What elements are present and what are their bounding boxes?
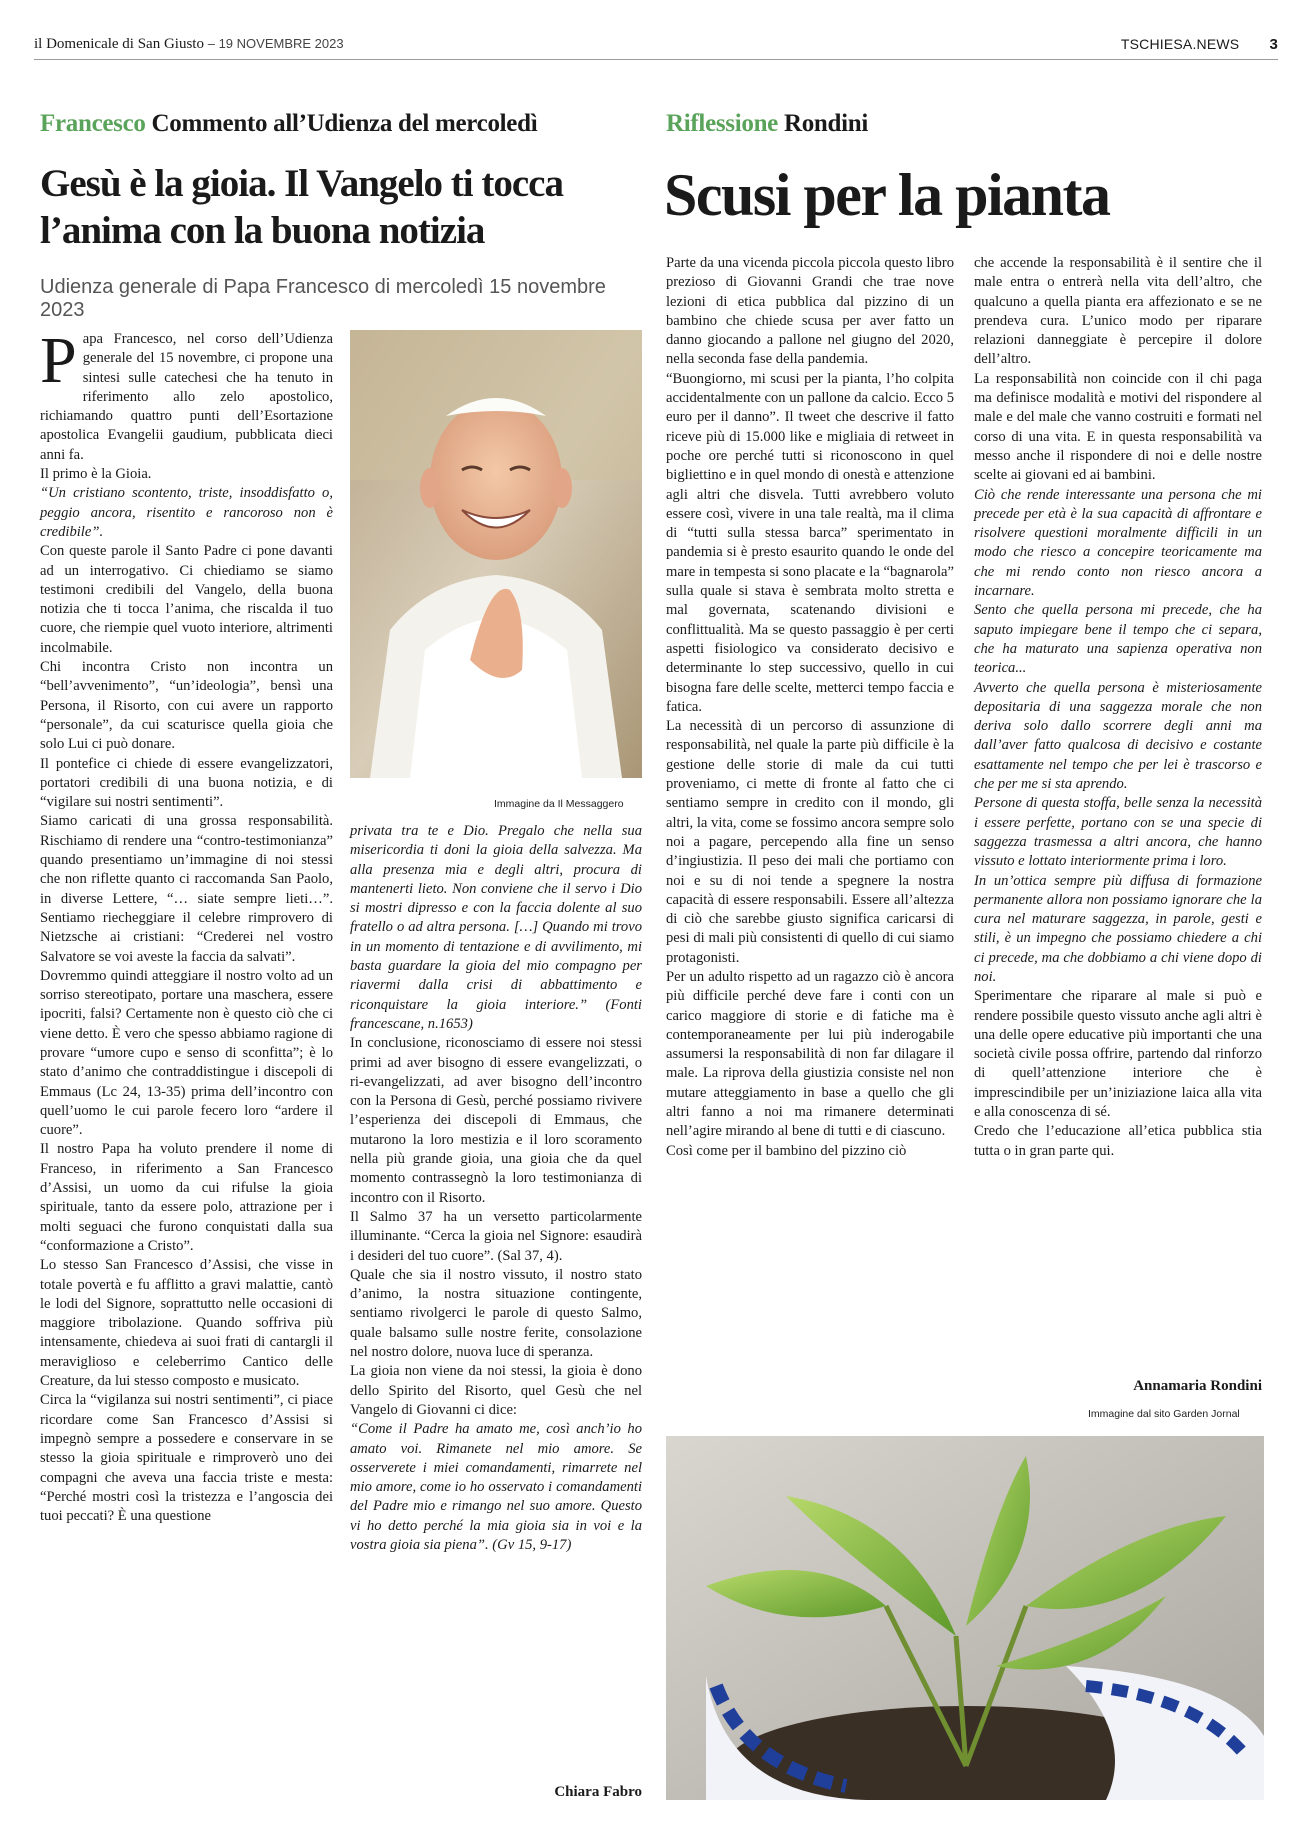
section-title-left <box>40 110 537 138</box>
paragraph: Persone di questa stoffa, belle senza la necessità i essere perfette, portano con se una specie di saggezza trasmessa a altri ancora, che hanno vissuto e lottato interiormente prima i loro. <box>974 795 1262 870</box>
header-left <box>34 36 344 53</box>
header-right <box>1121 36 1278 53</box>
drop-cap: P <box>40 324 77 397</box>
paragraph: Parte da una vicenda piccola piccola questo libro prezioso di Giovanni Grandi che trae nove lezioni di etica pubblica dal pizzino di un bambino che chiede scusa per aver fatto un danno giocando a pallone nel giugno del 2020, nella seconda fase della pandemia. <box>666 255 954 368</box>
paragraph: Circa la “vigilanza sui nostri sentimenti”, ci piace ricordare come San Francesco d’Assisi si impegnò sempre a possedere e conservare in se stesso la gioia spirituale e rimproverò uno dei compagni che aveva una faccia triste e mesta: “Perché mostri così la tristezza e l’angoscia dei tuoi peccati? È una questione <box>40 1392 333 1525</box>
article-left-column-2 <box>350 822 642 1555</box>
paragraph: La gioia non viene da noi stessi, la gioia è dono dello Spirito del Risorto, quel Gesù che nel Vangelo di Giovanni ci dice: <box>350 1363 642 1418</box>
paragraph: Siamo caricati di una grossa responsabilità. Rischiamo di rendere una “contro-testimonianza” quando presentiamo un’immagine di noi stessi che non riflette quanto ci raccomanda San Paolo, in diverse Lettere, “… siate sempre lieti…”. Sentiamo riecheggiare il celebre rimprovero di Nietzsche ai cristiani: “Crederei nel vostro Salvatore se voi aveste la faccia da salvati”. <box>40 813 333 965</box>
paragraph: Sperimentare che riparare al male si può e rendere possibile questo vissuto anche agli altri è una delle opere educative più importanti che una società civile possa offrire, partendo dal rinforzo di quell’attenzione interiore che è imprescindibile per un’iniziazione laica alla vita e alla conoscenza di sé. <box>974 988 1262 1121</box>
section-title-right <box>666 110 868 138</box>
paragraph: In conclusione, riconosciamo di essere noi stessi primi ad aver bisogno di essere evangelizzati, o ri-evangelizzati, ad aver bisogno dell’incontro con la Persona di Gesù, perché possiamo rivivere l’esperienza dei discepoli di Emmaus, che mutarono la loro mestizia e il loro scoramento nella più grande gioia, una gioia che da quel momento contrassegnò la loro testimonianza di incontro con il Risorto. <box>350 1035 642 1206</box>
quote-paragraph: “Come il Padre ha amato me, così anch’io ho amato voi. Rimanete nel mio amore. Se osserverete i miei comandamenti, rimarrete nel mio amore, come io ho osservato i comandamenti del Padre mio e rimango nel suo amore. Questo vi ho detto perché la mia gioia sia in voi e la vostra gioia sia piena”. (Gv 15, 9-17) <box>350 1421 642 1553</box>
paper-name: il Domenicale di San Giusto <box>34 36 204 52</box>
paragraph: “Buongiorno, mi scusi per la pianta, l’ho colpita accidentalmente con un pallone da calcio. Ecco 5 euro per il danno”. Il tweet che descrive il fatto riceve più di 15.000 like e migliaia di retweet in poche ore perché tutti si riconoscono in quel bigliettino e in quel mondo di onestà e attenzione agli altri che disvela. Tutti avrebbero voluto essere così, vivere in una tale realtà, ma il clima di “tutti sulla stessa barca” sperimentato in pandemia si è presto esaurito quando le onde del mare in tempesta si sono placate e la “bagnarola” sulla quale si stava è sembrata molto stretta e mal governata, scatenando divisioni e conflittualità. Ma se questo passaggio è per certi aspetti fisiologico va considerato decisivo e determinante lo step successivo, quello in cui bisogna fare delle scelte, metterci tempo faccia e fatica. <box>666 370 954 715</box>
page-header <box>34 36 1278 60</box>
paragraph: In un’ottica sempre più diffusa di formazione permanente allora non possiamo ignorare che la cura nel maturare saggezza, in parole, gesti e stili, è un impegno che possiamo chiedere a chi ci precede, ma che dobbiamo a chi viene dopo di noi. <box>974 872 1262 985</box>
article-right-column-2 <box>974 254 1262 1161</box>
issue-date: – 19 NOVEMBRE 2023 <box>207 36 344 51</box>
section-kicker-left: Francesco <box>40 110 146 137</box>
pope-illustration <box>350 330 642 778</box>
article-left-column-1 <box>40 324 333 1526</box>
paragraph: La necessità di un percorso di assunzione di responsabilità, nel quale la parte più difficile è la gestione delle storie di male da cui tutti proveniamo, ci mette di fronte al fatto che ci sentiamo sempre in credito con il mondo, gli altri, la vita, come se fossimo ancora sempre solo noi a pagare, percependo alla fine un senso d’ingiustizia. Il peso dei mali che portiamo con noi e su di noi tende a spegnere la nostra capacità di essere responsabili. Essere all’altezza di ciò che sarebbe giusto significa caricarsi di pesi di mali più consistenti di quello di cui siamo protagonisti. <box>666 718 954 966</box>
image-caption-plant: Immagine dal sito Garden Jornal <box>1088 1408 1240 1420</box>
plant-photo <box>666 1436 1264 1800</box>
paragraph: Il Salmo 37 ha un versetto particolarmente illuminante. “Cerca la gioia nel Signore: esaudirà i desideri del tuo cuore”. (Sal 37, 4). <box>350 1208 642 1264</box>
pope-photo <box>350 330 642 778</box>
section-kicker-right: Riflessione <box>666 110 778 137</box>
paragraph: Chi incontra Cristo non incontra un “bell’avvenimento”, “un’ideologia”, bensì una Persona, il Risorto, con cui avere un rapporto “personale”, da cui scaturisce quella gioia che solo Lui ci può donare. <box>40 659 333 753</box>
site-name[interactable]: TSCHIESA.NEWS <box>1120 36 1240 52</box>
section-subtitle-left: Commento all’Udienza del mercoledì <box>151 110 538 137</box>
quote-paragraph: “Un cristiano scontento, triste, insoddisfatto o, peggio ancora, risentito e rancoroso non è credibile”. <box>40 485 333 540</box>
paragraph: che accende la responsabilità è il sentire che il male entra o entrerà nella vita dell’altro, che qualcuno a quella pianta era affezionato e se ne prendeva cura. L’unico modo per riparare relazioni danneggiate è percepire il dolore dell’altro. <box>974 255 1262 368</box>
paragraph: Così come per il bambino del pizzino ciò <box>666 1142 907 1159</box>
article-right-column-1 <box>666 254 954 1161</box>
image-caption-pope: Immagine da Il Messaggero <box>494 798 624 810</box>
paragraph: Per un adulto rispetto ad un ragazzo ciò è ancora più difficile perché deve fare i conti con un carico maggiore di storie e di fatiche ma è contemporaneamente per lui più inderogabile assumersi la responsabilità di non far dilagare il male. La riprova della giustizia consiste nel non mutare atteggiamento in base a quello che gli altri fanno a noi ma rimanere determinati nell’agire mirando al bene di tutti e di ciascuno. <box>666 968 954 1140</box>
paragraph: Quale che sia il nostro vissuto, il nostro stato d’animo, la nostra situazione contingente, sentiamo rivolgerci le parole di questo Salmo, quale balsamo sulle nostre ferite, consolazione nel nostro dolore, nuova luce di speranza. <box>350 1266 642 1361</box>
headline-right: Scusi per la pianta <box>664 162 1110 228</box>
paragraph: Con queste parole il Santo Padre ci pone davanti ad un interrogativo. Ci chiediamo se siamo testimoni credibili del Vangelo, della buona notizia che ti tocca l’anima, che riscalda il tuo cuore, che riempie quel vuoto interiore, altrimenti incolmabile. <box>40 543 333 656</box>
paragraph: Ciò che rende interessante una persona che mi precede per età è la sua capacità di affrontare e risolvere questioni moralmente difficili in un modo che riesco a concepire teoricamente ma che mi rendo conto non riesco ancora a incarnare. <box>974 486 1262 600</box>
paragraph: Il pontefice ci chiede di essere evangelizzatori, portatori credibili di una buona notizia, e di “vigilare sui nostri sentimenti”. <box>40 755 333 811</box>
section-subtitle-right: Rondini <box>783 110 868 137</box>
quote-paragraph: privata tra te e Dio. Pregalo che nella sua misericordia ti doni la gioia della salvezza. Ma alla presenza mia e degli altri, procura di mantenerti lieto. Non conviene che il servo i Dio si mostri dipresso e con la faccia dolente al suo fratello o ad altra persona. […] Quando mi trovo in un momento di tentazione e di avvilimento, mi basta guardare la gioia del mio compagno per riavermi dalla crisi di abbattimento e riconquistare la gioia interiore.” (Fonti francescane, n.1653) <box>350 823 642 1032</box>
paragraph: Papa Francesco, nel corso dell’Udienza generale del 15 novembre, ci propone una sintesi sulle catechesi che ha tenuto in riferimento allo zelo apostolico, richiamando quattro punti dell’Esortazione apostolica Evangelii gaudium, pubblicata dieci anni fa. <box>40 324 333 463</box>
paragraph: Credo che l’educazione all’etica pubblica stia tutta o in gran parte qui. <box>974 1123 1262 1159</box>
headline-left: Gesù è la gioia. Il Vangelo ti tocca l’anima con la buona notizia <box>40 162 563 252</box>
byline-right: Annamaria Rondini <box>1133 1378 1262 1394</box>
paragraph: Il nostro Papa ha voluto prendere il nome di Franceso, in riferimento a San Francesco d’Assisi, un uomo da cui rifulse la gioia spirituale, tanto da essere polo, attrazione per i molti seguaci che furono conquistati dalla sua “conformazione a Cristo”. <box>40 1141 333 1254</box>
paragraph: Avverto che quella persona è misteriosamente depositaria di una saggezza morale che non deriva solo dallo scorrere degli anni ma dall’aver fatto qualcosa di decisivo e costante esattamente nel tempo che per lei è trascorso e che per me si sta aprendo. <box>974 679 1262 793</box>
paragraph: Sento che quella persona mi precede, che ha saputo impiegare bene il tempo che ci separa, che ha maturato una sapienza operativa non teorica... <box>974 602 1262 677</box>
article-dek: Udienza generale di Papa Francesco di mercoledì 15 novembre 2023 <box>40 276 606 321</box>
paragraph: Lo stesso San Francesco d’Assisi, che visse in totale povertà e fu afflitto a gravi malattie, cantò le lodi del Signore, soprattutto nelle occasioni di maggiore tribolazione. Quando soffriva più intensamente, chiedeva ai suoi frati di cantargli il meraviglioso e celeberrimo Cantico delle Creature, da lui stesso composto e musicato. <box>40 1257 333 1390</box>
paragraph: Dovremmo quindi atteggiare il nostro volto ad un sorriso stereotipato, portare una maschera, essere ipocriti, falsi? Certamente non è questo ciò che ci viene detto. È vero che spesso abbiamo ragione di provare “umore cupo e senso di sconfitta”; è lo stato d’animo che contraddistingue i discepoli di Emmaus (Lc 24, 13-35) prima dell’incontro con quell’uomo le cui parole fecero loro “ardere il cuore”. <box>40 967 333 1139</box>
paragraph: La responsabilità non coincide con il chi paga ma definisce modalità e motivi del rispondere al male e del male che vanno costruiti e formati nel corso di una vita. E in questa responsabilità va messo anche il rispondere di noi e delle nostre scelte ai giovani ed ai bambini. <box>974 370 1262 484</box>
paragraph: Il primo è la Gioia. <box>40 466 152 483</box>
page-number: 3 <box>1269 36 1278 53</box>
plant-illustration <box>666 1436 1264 1800</box>
byline-left: Chiara Fabro <box>554 1784 642 1800</box>
